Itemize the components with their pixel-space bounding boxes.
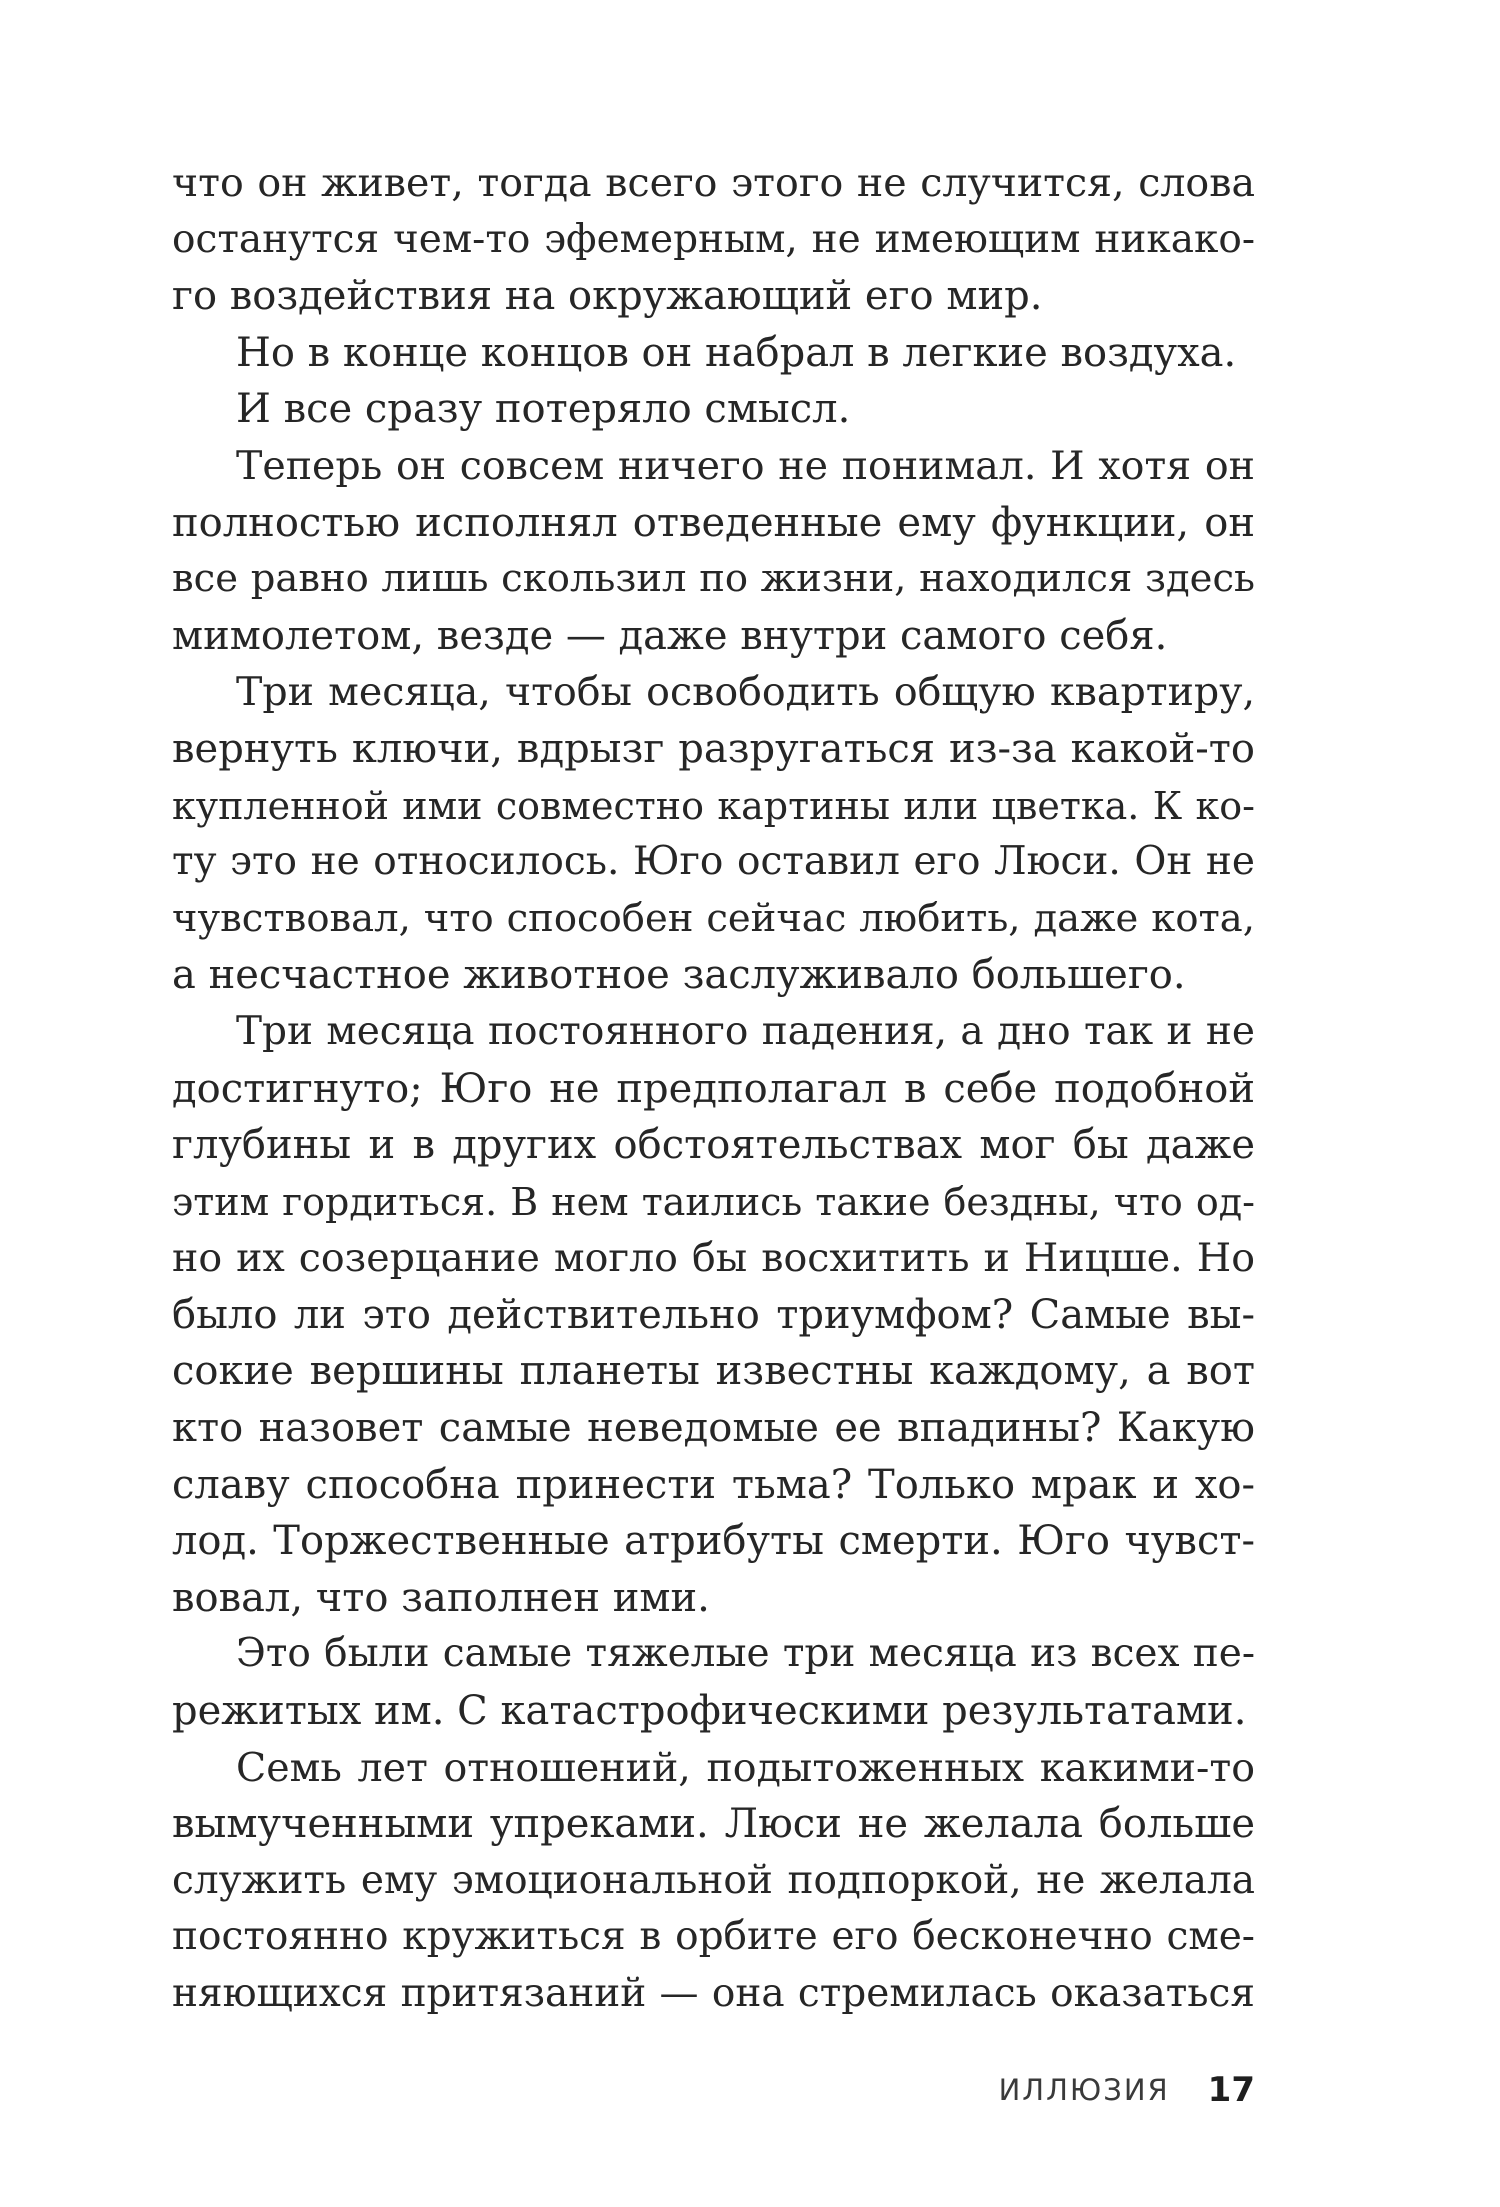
- body-text: [172, 155, 1255, 2023]
- text-line: мимолетом, везде — даже внутри самого себя.: [172, 612, 1168, 659]
- text-line: ту это не относилось. Юго оставил его Люси. Он не: [172, 839, 1255, 885]
- text-line: купленной ими совместно картины или цветка. К ко-: [172, 783, 1255, 828]
- text-line: достигнуто; Юго не предполагал в себе подобной: [172, 1065, 1255, 1112]
- text-line: Теперь он совсем ничего не понимал. И хотя он: [236, 442, 1255, 489]
- text-line: И все сразу потеряло смысл.: [236, 386, 851, 433]
- text-line: было ли это действительно триумфом? Самые вы-: [172, 1291, 1255, 1338]
- text-line: а несчастное животное заслуживало большего.: [172, 952, 1186, 999]
- text-line: полностью исполнял отведенные ему функции, он: [172, 499, 1255, 546]
- text-line: Семь лет отношений, подытоженных какими-то: [236, 1744, 1255, 1791]
- text-line: славу способна принести тьма? Только мрак и хо-: [172, 1461, 1255, 1508]
- text-line: вовал, что заполнен ими.: [172, 1574, 710, 1621]
- running-head: ИЛЛЮЗИЯ: [998, 2073, 1170, 2107]
- text-line: сокие вершины планеты известны каждому, а вот: [172, 1348, 1255, 1395]
- text-line: но их созерцание могло бы восхитить и Ницше. Но: [172, 1235, 1255, 1282]
- text-line: кто назовет самые неведомые ее впадины? Какую: [172, 1405, 1255, 1452]
- text-line: вернуть ключи, вдрызг разругаться из-за какой-то: [172, 725, 1255, 772]
- text-line: Это были самые тяжелые три месяца из всех пе-: [236, 1631, 1255, 1677]
- text-line: служить ему эмоциональной подпоркой, не желала: [172, 1857, 1255, 1903]
- text-line: режитых им. С катастрофическими результатами.: [172, 1688, 1247, 1735]
- text-line: Три месяца, чтобы освободить общую квартиру,: [236, 669, 1255, 716]
- text-line: этим гордиться. В нем таились такие бездны, что од-: [172, 1179, 1255, 1224]
- text-line: глубины и в других обстоятельствах мог бы даже: [172, 1122, 1255, 1169]
- text-line: постоянно кружиться в орбите его бесконечно сме-: [172, 1914, 1255, 1960]
- text-line: вымученными упреками. Люси не желала больше: [172, 1801, 1255, 1848]
- text-line: все равно лишь скользил по жизни, находился здесь: [172, 556, 1255, 602]
- text-line: Три месяца постоянного падения, а дно так и не: [236, 1008, 1255, 1054]
- page-number: 17: [1207, 2070, 1255, 2110]
- text-line: что он живет, тогда всего этого не случится, слова: [172, 160, 1255, 206]
- text-line: чувствовал, что способен сейчас любить, даже кота,: [172, 895, 1255, 941]
- text-line: останутся чем-то эфемерным, не имеющим никако-: [172, 216, 1255, 262]
- text-line: няющихся притязаний — она стремилась оказаться: [172, 1971, 1255, 2016]
- text-line: лод. Торжественные атрибуты смерти. Юго чувст-: [172, 1518, 1255, 1565]
- text-line: го воздействия на окружающий его мир.: [172, 273, 1043, 320]
- text-line: Но в конце концов он набрал в легкие воздуха.: [236, 329, 1237, 376]
- page-footer: [940, 2070, 1255, 2110]
